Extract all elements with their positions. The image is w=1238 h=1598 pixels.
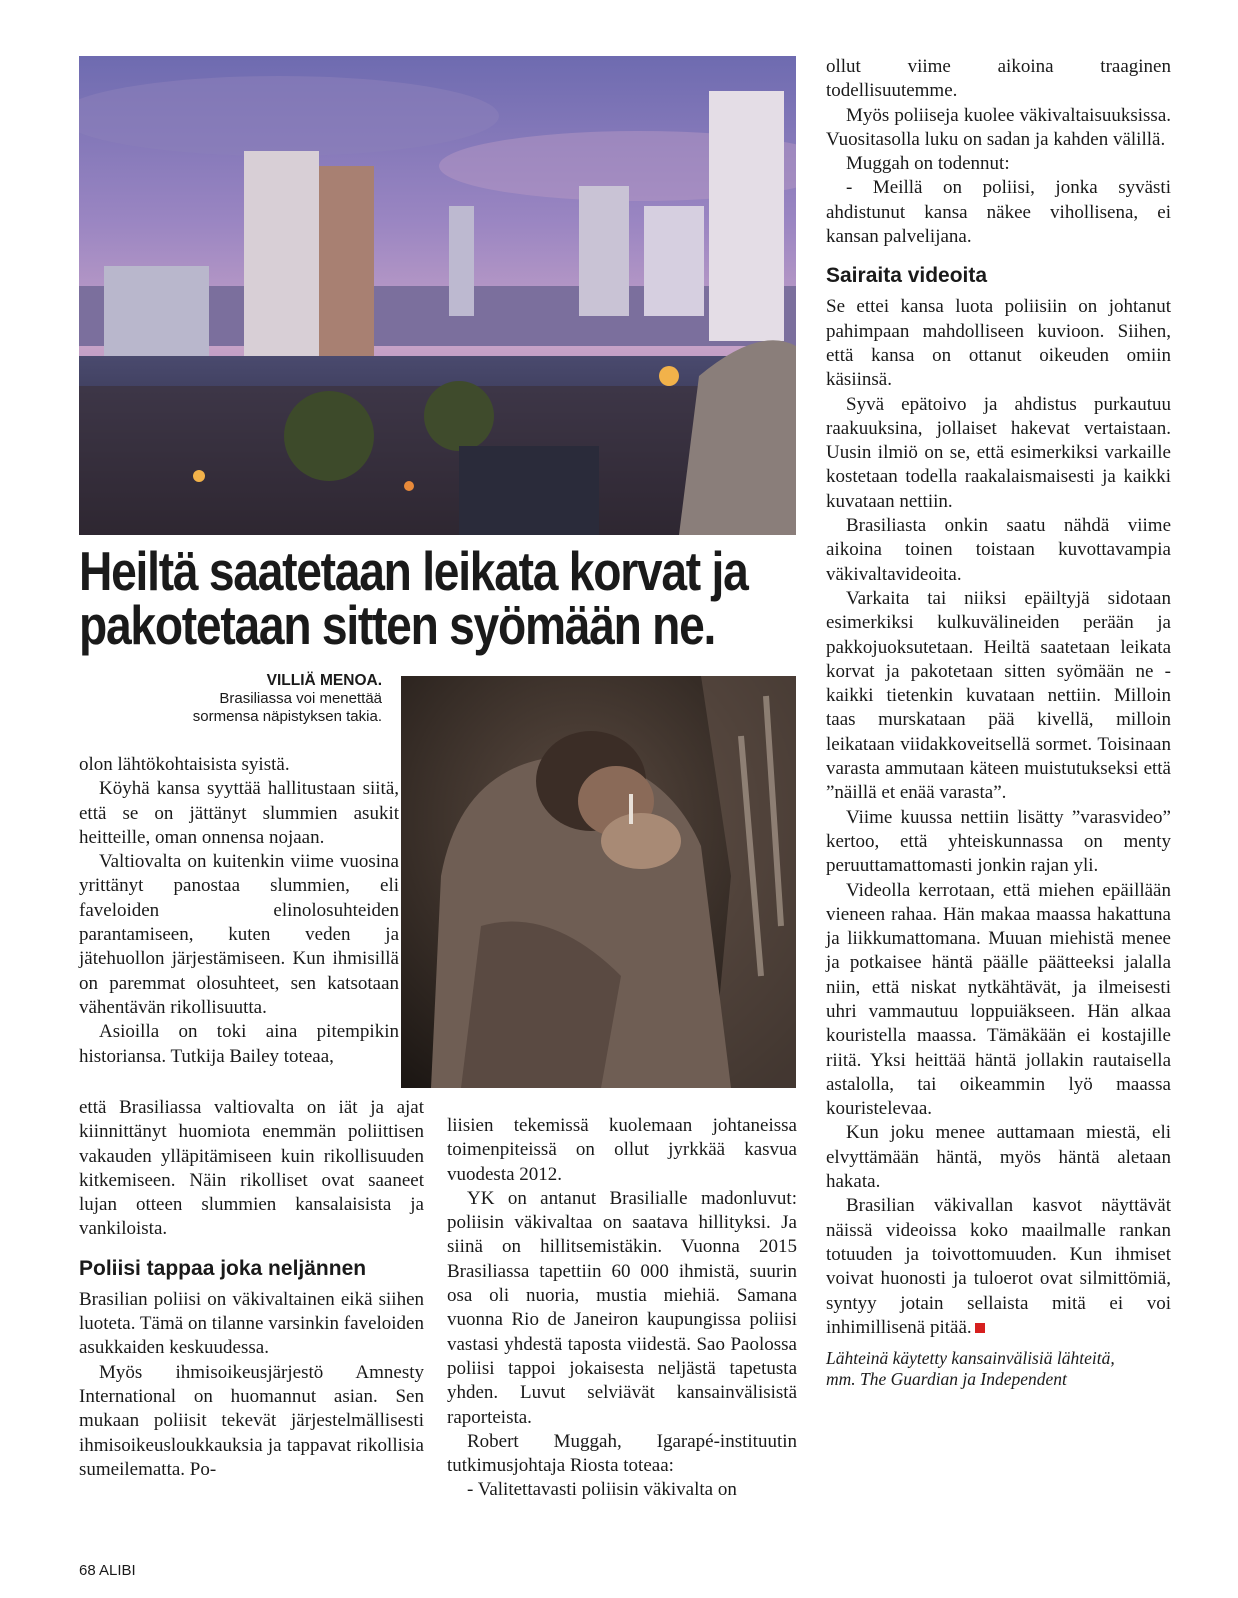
paragraph: [826, 1194, 1171, 1340]
column-1-upper: [79, 753, 399, 1069]
paragraph: Viime kuussa nettiin lisätty ”varasvideo” kertoo, että yhteiskunnassa on menty peruuttamattomasti jonkin rajan yli.: [826, 806, 1171, 877]
paragraph: Myös poliiseja kuolee väkivaltaisuuksissa. Vuositasolla luku on sadan ja kahden välillä.: [826, 104, 1171, 150]
paragraph: Varkaita tai niiksi epäiltyjä sidotaan esimerkiksi kulkuvälineiden perään ja pakkojuoksutetaan. Heiltä saatetaan leikata korvat ja pakotetaan sitten syömään ne - kaikki tietenkin kuvataan nettiin. Milloin taas murskataan pää kivellä, milloin leikataan viidakkoveitsellä sormet. Toisinaan varasta ammutaan käteen muistutukseksi että ”näillä et enää varasta”.: [826, 587, 1171, 804]
column-2: [447, 1114, 797, 1503]
paragraph: Brasiliasta onkin saatu nähdä viime aikoina toinen toistaan kuvottavampia väkivaltavideoita.: [826, 515, 1171, 585]
end-mark-icon: [975, 1323, 985, 1333]
paragraph: Robert Muggah, Igarapé-instituutin tutkimusjohtaja Riosta toteaa:: [447, 1430, 797, 1477]
paragraph: Kun joku menee auttamaan miestä, eli elvyttämään häntä, myös häntä aletaan hakata.: [826, 1122, 1171, 1193]
paragraph: Syvä epätoivo ja ahdistus purkautuu raakuuksina, jollaiset hakevat vertaistaan. Uusin ilmiö on se, että esimerkiksi varkaille kostetaan todella raakalaismaisesti ja kaikki kuvataan nettiin.: [826, 393, 1171, 512]
paragraph: Muggah on todennut:: [846, 153, 1010, 175]
column-3: [826, 55, 1171, 1390]
paragraph: Asioilla on toki aina pitempikin historiansa. Tutkija Bailey toteaa,: [79, 1021, 399, 1067]
paragraph: Köyhä kansa syyttää hallitustaan siitä, että se on jättänyt slummien asukit heitteille, oman onnensa nojaan.: [79, 778, 399, 848]
paragraph: Brasilian poliisi on väkivaltainen eikä siihen luoteta. Tämä on tilanne varsinkin faveloiden asukkaiden keskuudessa.: [79, 1288, 424, 1359]
sources-line-2: mm. The Guardian ja Independent: [826, 1369, 1067, 1390]
paragraph: - Meillä on poliisi, jonka syvästi ahdistunut kansa näkee vihollisena, ei kansan palvelijana.: [826, 177, 1171, 248]
paragraph: olon lähtökohtaisista syistä.: [79, 754, 290, 775]
sources-note: [826, 1348, 1171, 1390]
sources-line-1: Lähteinä käytetty kansainvälisiä lähteitä,: [826, 1348, 1115, 1369]
caption-lead: VILLIÄ MENOA.: [266, 672, 382, 689]
subheading-poliisi: Poliisi tappaa joka neljännen: [79, 1256, 367, 1280]
column-1-lower: [79, 1096, 424, 1482]
paragraph: Myös ihmisoikeusjärjestö Amnesty International on huomannut asian. Sen mukaan poliisit tekevät järjestelmällisesti ihmisoikeusloukkauksia ja tappavat rikollisia sumeilematta. Po-: [79, 1361, 424, 1480]
paragraph: liisien tekemissä kuolemaan johtaneissa toimenpiteissä on ollut jyrkkää kasvua vuodesta 2012.: [447, 1115, 797, 1185]
paragraph: Se ettei kansa luota poliisiin on johtanut pahimpaan mahdolliseen kuvioon. Siihen, että kansa on ottanut oikeuden omiin käsiinsä.: [826, 296, 1171, 391]
page-number: 68 ALIBI: [79, 1562, 136, 1579]
paragraph: - Valitettavasti poliisin väkivalta on: [467, 1479, 737, 1501]
city-skyline-photo: [79, 56, 796, 535]
paragraph: että Brasiliassa valtiovalta on iät ja ajat kiinnittänyt huomiota enemmän poliittisen vakauden ylläpitämiseen kuin rikollisuuden kitkemiseen. Näin rikolliset ovat saaneet lujan otteen slummien kansalaisista ja vankiloista.: [79, 1097, 424, 1240]
final-paragraph-text: Brasilian väkivallan kasvot näyttävät näissä videoissa koko maailmalle rankan totuuden ja toivottomuuden. Kun ihmiset voivat huonosti ja tuloerot ovat silmittömiä, syntyy jotain sellaista mitä ei voi inhimillisenä pitää.: [826, 1195, 1171, 1338]
paragraph: ollut viime aikoina traaginen todellisuutemme.: [826, 56, 1171, 102]
caption-line-2: sormensa näpistyksen takia.: [192, 708, 382, 725]
paragraph: Videolla kerrotaan, että miehen epäillään vieneen rahaa. Hän makaa maassa hakattuna ja liikkumattomana. Muuan miehistä menee ja potkaisee häntä päälle päätteeksi jalalla niin, että niskat nytkähtävät, ja ilmeisesti uhri vammautuu loppuiäkseen. Hän alkaa kouristella maassa. Tämäkään ei kostajille riitä. Yksi heittää häntä jollakin rautaisella astalolla, tai oikeammin lyö maassa kouristelevaa.: [826, 879, 1171, 1120]
paragraph: YK on antanut Brasilialle madonluvut: poliisin väkivaltaa on saatava hillityksi. Ja siinä on hillitsemistäkin. Vuonna 2015 Brasiliassa tapettiin 60 000 ihmistä, suurin osa oli nuoria, mustia miehiä. Samana vuonna Rio de Janeiron kaupungissa poliisi vastasi yhdestä taposta viidestä. Sao Paolossa poliisi tappoi jokaisesta neljästä tapetusta yhden. Luvut selviävät kansainvälisistä raporteista.: [447, 1187, 797, 1428]
photo-caption: [150, 672, 382, 726]
headline: Heiltä saatetaan leikata korvat ja pakotetaan sitten syömään ne.: [79, 540, 748, 656]
paragraph: Valtiovalta on kuitenkin viime vuosina yrittänyt panostaa slummien, eli faveloiden elinolosuhteiden parantamiseen, kuten veden ja jätehuollon järjestämiseen. Kun ihmisillä on paremmat olosuhteet, sen katsotaan vähentävän rikollisuutta.: [79, 851, 399, 1018]
man-lighting-cigarette-photo: [401, 676, 796, 1088]
subheading-sairaita-videoita: Sairaita videoita: [826, 264, 988, 288]
caption-line-1: Brasiliassa voi menettää: [219, 690, 382, 707]
